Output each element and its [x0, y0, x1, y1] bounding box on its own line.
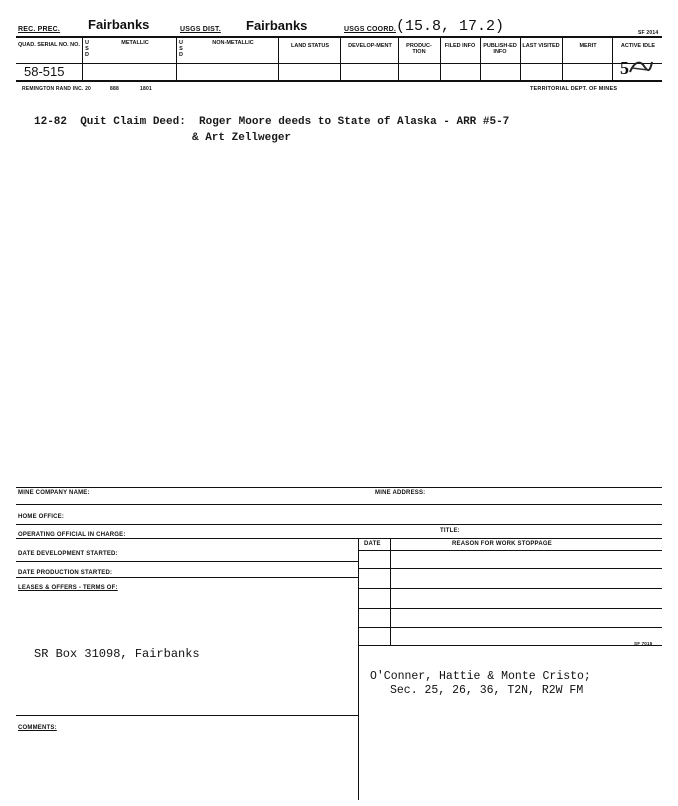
- mine-address-label: MINE ADDRESS:: [375, 490, 426, 496]
- title-label: TITLE:: [440, 528, 460, 534]
- dev-started-label: DATE DEVELOPMENT STARTED:: [18, 551, 118, 557]
- col-divider: [612, 37, 613, 81]
- usgs-coord-label: USGS COORD.: [344, 26, 396, 33]
- col-production: PRODUC-TION: [406, 43, 432, 55]
- col-development: DEVELOP-MENT: [348, 43, 392, 49]
- home-office-label: HOME OFFICE:: [18, 514, 65, 520]
- col-land-status: LAND STATUS: [291, 43, 329, 49]
- col-divider: [440, 37, 441, 81]
- entry-line-1: 12-82 Quit Claim Deed: Roger Moore deeds to State of Alaska - ARR #5-7: [34, 116, 510, 128]
- stamp-scribble: [628, 58, 654, 76]
- row-rule: [16, 524, 662, 525]
- date-label: DATE: [364, 541, 381, 547]
- prod-started-label: DATE PRODUCTION STARTED:: [18, 570, 113, 576]
- department-label: TERRITORIAL DEPT. OF MINES: [530, 86, 618, 92]
- col-non-metallic: NON-METALLIC: [212, 40, 254, 46]
- col-divider: [480, 37, 481, 81]
- row-rule: [16, 504, 662, 505]
- col-divider: [82, 37, 83, 81]
- claims-line-2: Sec. 25, 26, 36, T2N, R2W FM: [390, 684, 584, 697]
- reason-col-divider: [390, 538, 391, 646]
- header-rule-mid: [16, 63, 662, 64]
- printer-label: REMINGTON RAND INC. 20: [22, 86, 92, 92]
- grid-rule: [358, 645, 662, 646]
- usgs-dist-value: Fairbanks: [246, 18, 308, 33]
- col-divider: [520, 37, 521, 81]
- comments-label: COMMENTS:: [18, 725, 57, 731]
- form-code-bottom: SF 7015: [634, 641, 653, 646]
- col-divider: [562, 37, 563, 81]
- comments-rule: [16, 715, 358, 716]
- col-divider: [278, 37, 279, 81]
- row-rule: [16, 538, 662, 539]
- code-a: 888: [110, 86, 119, 92]
- grid-rule: [358, 550, 662, 551]
- header-rule-top: [16, 36, 662, 38]
- col-metallic: METALLIC: [121, 40, 149, 46]
- usgs-coord-value: (15.8, 17.2): [396, 18, 505, 35]
- mine-company-label: MINE COMPANY NAME:: [18, 490, 90, 496]
- reason-label: REASON FOR WORK STOPPAGE: [452, 541, 552, 547]
- col-quad-serial: QUAD. SERIAL NO. NO.: [18, 42, 80, 48]
- grid-rule: [358, 568, 662, 569]
- col-filed-info: FILED INFO: [444, 43, 476, 49]
- col-active-idle: ACTIVE IDLE: [620, 43, 656, 49]
- address-note: SR Box 31098, Fairbanks: [34, 647, 200, 661]
- date-col-divider: [358, 538, 359, 800]
- col-published-info: PUBLISH-ED INFO: [483, 43, 517, 55]
- header-rule-bottom: [16, 80, 662, 82]
- code-b: 1801: [140, 86, 152, 92]
- bottom-rule-top: [16, 487, 662, 488]
- col-divider: [176, 37, 177, 81]
- form-code-top: SF 2014: [638, 30, 659, 36]
- grid-rule: [358, 608, 662, 609]
- col-divider: [398, 37, 399, 81]
- leases-label: LEASES & OFFERS - TERMS OF:: [18, 585, 118, 591]
- record-number: 58-515: [24, 64, 65, 79]
- col-merit: MERIT: [579, 43, 597, 49]
- rec-prec-label: REC. PREC.: [18, 26, 61, 33]
- entry-line-2: & Art Zellweger: [192, 132, 292, 144]
- grid-rule: [358, 627, 662, 628]
- claims-line-1: O'Conner, Hattie & Monte Cristo;: [370, 670, 591, 683]
- col-last-visited: LAST VISITED: [522, 43, 560, 49]
- row-rule: [16, 561, 358, 562]
- col-divider: [340, 37, 341, 81]
- usgs-dist-label: USGS DIST.: [180, 26, 221, 33]
- col-usd-1: U S D: [85, 40, 89, 58]
- row-rule: [16, 577, 358, 578]
- operating-official-label: OPERATING OFFICIAL IN CHARGE:: [18, 532, 126, 538]
- record-mark: 5: [620, 58, 629, 78]
- col-usd-2: U S D: [179, 40, 183, 58]
- grid-rule: [358, 588, 662, 589]
- rec-prec-value: Fairbanks: [88, 17, 150, 32]
